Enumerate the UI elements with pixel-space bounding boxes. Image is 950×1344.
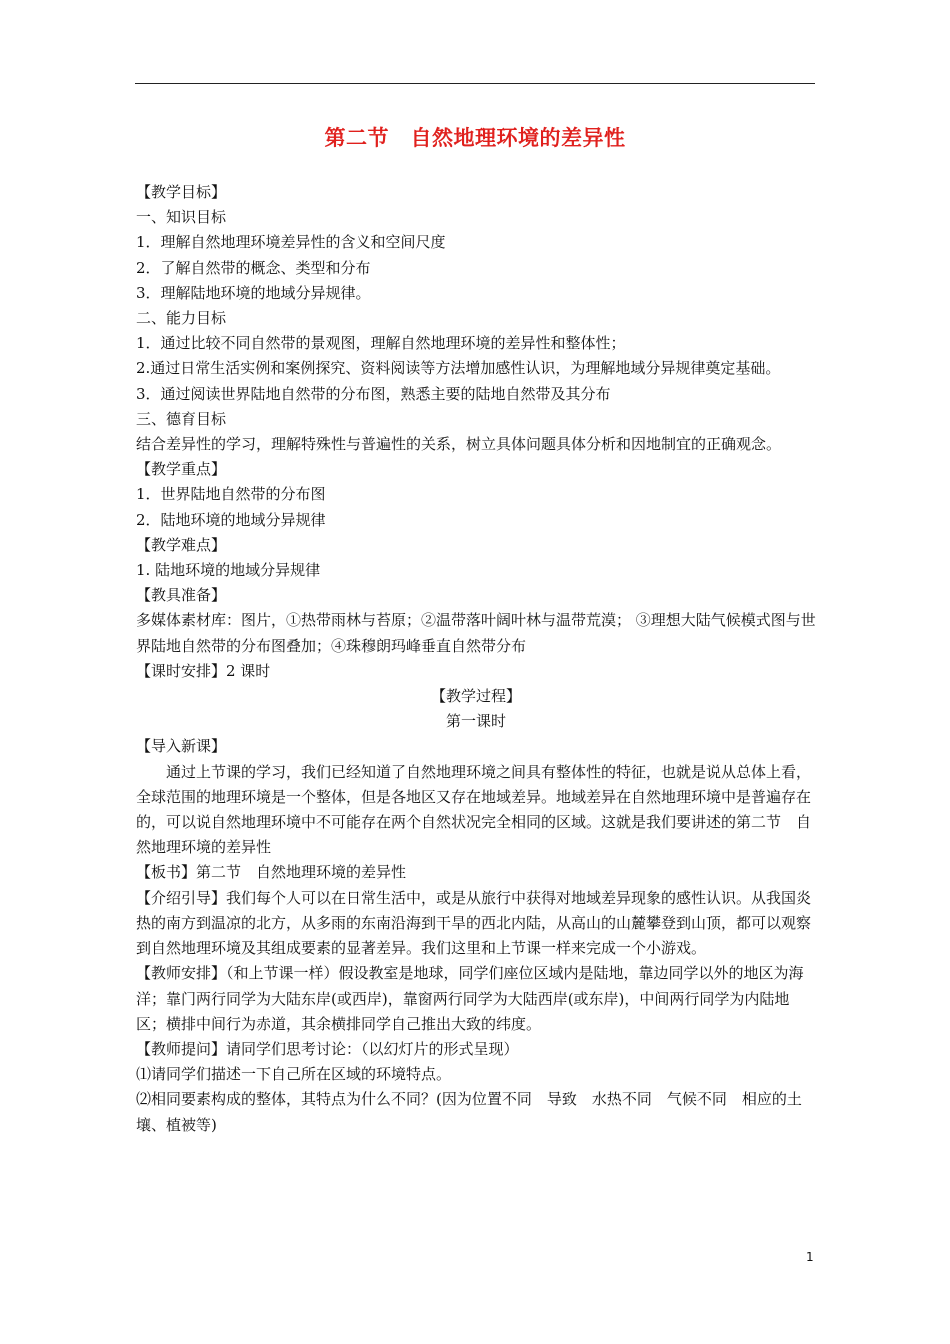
paragraph: 多媒体素材库：图片，①热带雨林与苔原；②温带落叶阔叶林与温带荒漠； ③理想大陆气候模式图与世界陆地自然带的分布图叠加；④珠穆朗玛峰垂直自然带分布 [136, 611, 816, 655]
paragraph: 1．通过比较不同自然带的景观图，理解自然地理环境的差异性和整体性； [136, 334, 626, 353]
paragraph: 【介绍引导】我们每个人可以在日常生活中，或是从旅行中获得对地域差异现象的感性认识。从我国炎热的南方到温凉的北方，从多雨的东南沿海到干旱的西北内陆，从高山的山麓攀登到山顶，都可以观察到自然地理环境及其组成要素的显著差异。我们这里和上节课一样来完成一个小游戏。 [136, 888, 812, 958]
paragraph: 【教师提问】请同学们思考讨论：（以幻灯片的形式呈现） [136, 1039, 519, 1058]
paragraph: ⑴请同学们描述一下自己所在区域的环境特点。 [136, 1065, 452, 1084]
paragraph: 【教学难点】 [136, 535, 227, 554]
header-rule [135, 83, 815, 84]
section-heading: 【教学过程】 [430, 687, 521, 706]
section-subheading: 第一课时 [445, 712, 506, 731]
document-body [136, 180, 816, 1138]
paragraph: 2．陆地环境的地域分异规律 [136, 510, 326, 529]
paragraph: 3．通过阅读世界陆地自然带的分布图，熟悉主要的陆地自然带及其分布 [136, 384, 611, 403]
paragraph: 通过上节课的学习，我们已经知道了自然地理环境之间具有整体性的特征，也就是说从总体上看，全球范围的地理环境是一个整体，但是各地区又存在地域差异。地域差异在自然地理环境中是普遍存在的，可以说自然地理环境中不可能存在两个自然状况完全相同的区域。这就是我们要讲述的第二节 自然地理环境的差异性 [136, 762, 812, 857]
paragraph: 1．理解自然地理环境差异性的含义和空间尺度 [136, 233, 446, 252]
page-title: 第二节 自然地理环境的差异性 [324, 125, 626, 150]
paragraph: 【教具准备】 [136, 586, 227, 605]
page-number: 1 [806, 1250, 814, 1264]
paragraph: 【教师安排】（和上节课一样）假设教室是地球，同学们座位区域内是陆地，靠边同学以外的地区为海洋；靠门两行同学为大陆东岸(或西岸)，靠窗两行同学为大陆西岸(或东岸)，中间两行同学为内陆地区；横排中间行为赤道，其余横排同学自己推出大致的纬度。 [136, 964, 804, 1033]
paragraph: 【导入新课】 [136, 737, 227, 756]
paragraph: 【板书】第二节 自然地理环境的差异性 [136, 863, 407, 882]
paragraph: 1. 陆地环境的地域分异规律 [136, 561, 321, 580]
paragraph: 三、德育目标 [136, 409, 227, 428]
paragraph: 2.通过日常生活实例和案例探究、资料阅读等方法增加感性认识，为理解地域分异规律奠定基础。 [136, 359, 781, 378]
paragraph: 1．世界陆地自然带的分布图 [136, 485, 326, 504]
paragraph: 3．理解陆地环境的地域分异规律。 [136, 283, 371, 302]
paragraph: 一、知识目标 [136, 208, 227, 227]
paragraph: 2．了解自然带的概念、类型和分布 [136, 258, 371, 277]
paragraph: 结合差异性的学习，理解特殊性与普遍性的关系，树立具体问题具体分析和因地制宜的正确观念。 [136, 435, 782, 454]
paragraph: ⑵相同要素构成的整体，其特点为什么不同？(因为位置不同 导致 水热不同 气候不同 相应的土壤、植被等) [136, 1090, 802, 1134]
paragraph: 二、能力目标 [136, 309, 227, 328]
paragraph: 【教学目标】 [136, 183, 227, 201]
paragraph: 【教学重点】 [136, 460, 227, 479]
paragraph: 【课时安排】2 课时 [136, 661, 271, 680]
